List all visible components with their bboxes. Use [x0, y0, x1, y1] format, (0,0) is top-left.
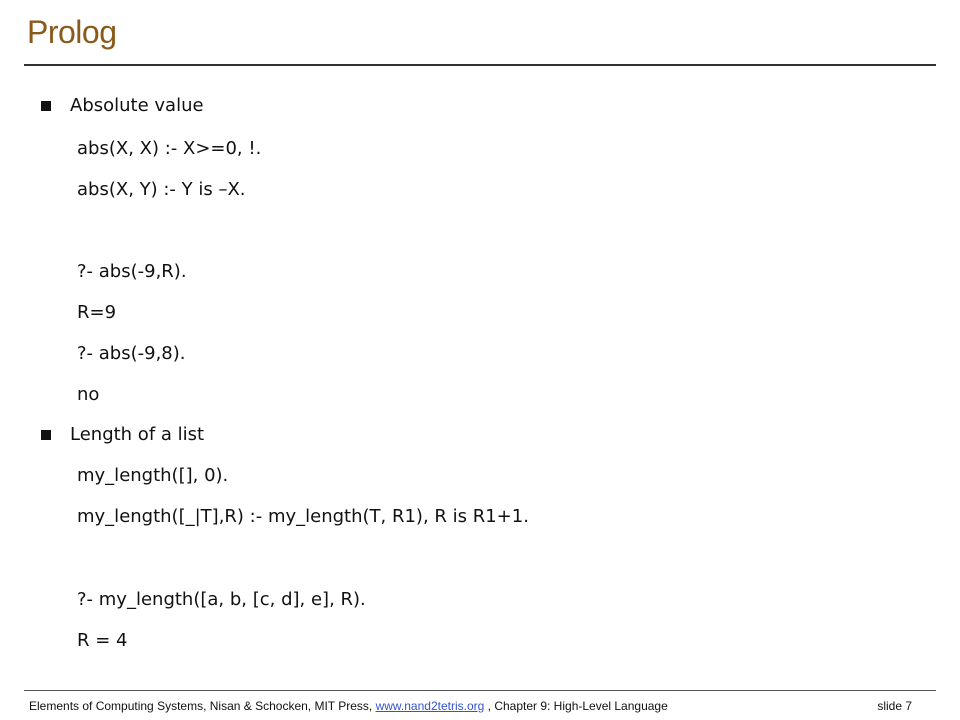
slide-number: slide 7	[877, 699, 912, 713]
bullet-icon	[41, 101, 51, 111]
code-line: abs(X, X) :- X>=0, !.	[77, 138, 262, 159]
bullet-icon	[41, 430, 51, 440]
section-heading: Length of a list	[70, 424, 205, 445]
code-line: no	[77, 384, 100, 405]
slide-title: Prolog	[27, 14, 117, 50]
nand2tetris-link[interactable]: www.nand2tetris.org	[375, 699, 485, 713]
code-line: R = 4	[77, 630, 128, 651]
code-line: ?- my_length([a, b, [c, d], e], R).	[77, 589, 366, 610]
code-line: ?- abs(-9,8).	[77, 343, 186, 364]
footer-text	[29, 699, 668, 713]
section-heading: Absolute value	[70, 95, 204, 116]
footer-divider	[24, 690, 936, 691]
code-line: R=9	[77, 302, 117, 323]
footer-prefix: Elements of Computing Systems, Nisan & Schocken, MIT Press,	[29, 699, 376, 713]
code-line: abs(X, Y) :- Y is –X.	[77, 179, 246, 200]
code-line: ?- abs(-9,R).	[77, 261, 187, 282]
footer-suffix: , Chapter 9: High-Level Language	[484, 699, 668, 713]
code-line: my_length([_|T],R) :- my_length(T, R1), R is R1+1.	[77, 506, 529, 527]
code-line: my_length([], 0).	[77, 465, 229, 486]
